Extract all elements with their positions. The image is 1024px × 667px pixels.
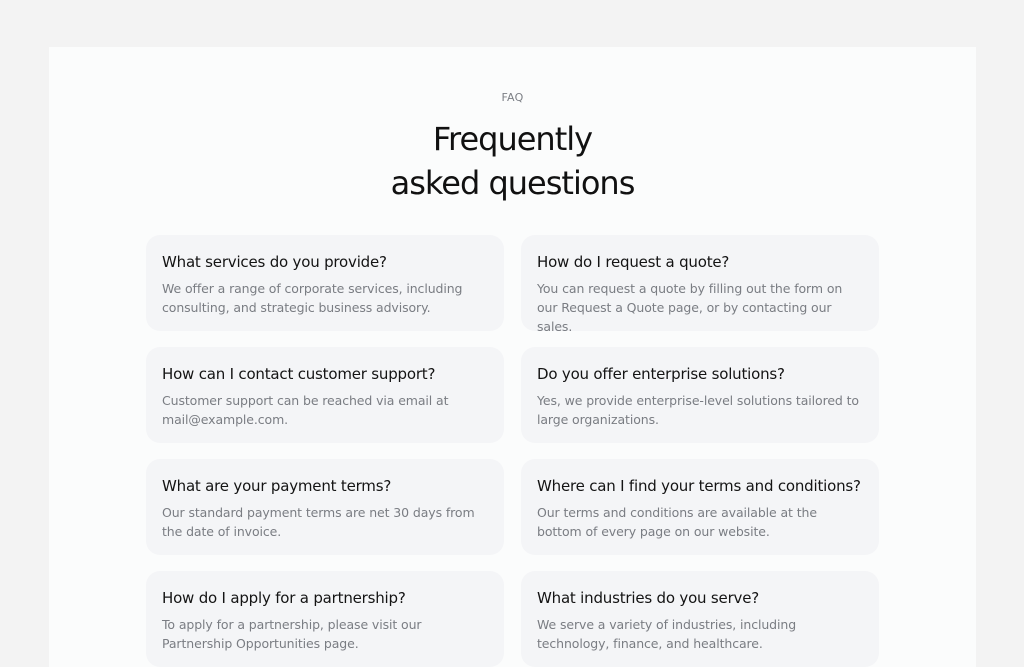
- faq-question: How do I request a quote?: [537, 253, 730, 271]
- faq-question: What industries do you serve?: [537, 589, 759, 607]
- faq-question: Do you offer enterprise solutions?: [537, 365, 785, 383]
- faq-answer: Our terms and conditions are available at the bottom of every page on our website.: [537, 505, 817, 539]
- section-title: [49, 117, 976, 205]
- faq-answer: Our standard payment terms are net 30 days from the date of invoice.: [162, 505, 475, 539]
- faq-question: How do I apply for a partnership?: [162, 589, 406, 607]
- faq-item-quote[interactable]: [521, 235, 879, 334]
- faq-answer: You can request a quote by filling out the form on our Request a Quote page, or by contacting our sales.: [537, 281, 843, 334]
- faq-item-payment[interactable]: [146, 459, 504, 555]
- faq-item-terms[interactable]: [521, 459, 879, 555]
- faq-item-industries[interactable]: [521, 571, 879, 667]
- faq-answer: To apply for a partnership, please visit our Partnership Opportunities page.: [162, 617, 422, 651]
- faq-answer: We offer a range of corporate services, including consulting, and strategic business advisory.: [162, 281, 463, 315]
- faq-question: Where can I find your terms and conditions?: [537, 477, 861, 495]
- faq-question: What are your payment terms?: [162, 477, 392, 495]
- faq-question: How can I contact customer support?: [162, 365, 436, 383]
- section-eyebrow: FAQ: [501, 91, 524, 104]
- faq-answer: Yes, we provide enterprise-level solutions tailored to large organizations.: [537, 393, 859, 427]
- faq-answer: Customer support can be reached via email at mail@example.com.: [162, 393, 449, 427]
- section-title-line-1: Frequently: [432, 120, 593, 158]
- faq-answer: We serve a variety of industries, including technology, finance, and healthcare.: [537, 617, 797, 651]
- faq-item-support[interactable]: [146, 347, 504, 443]
- faq-item-services[interactable]: [146, 235, 504, 331]
- faq-question: What services do you provide?: [162, 253, 387, 271]
- section-title-line-2: asked questions: [390, 164, 635, 202]
- faq-item-enterprise[interactable]: [521, 347, 879, 443]
- faq-section: [49, 47, 976, 667]
- faq-item-partnership[interactable]: [146, 571, 504, 667]
